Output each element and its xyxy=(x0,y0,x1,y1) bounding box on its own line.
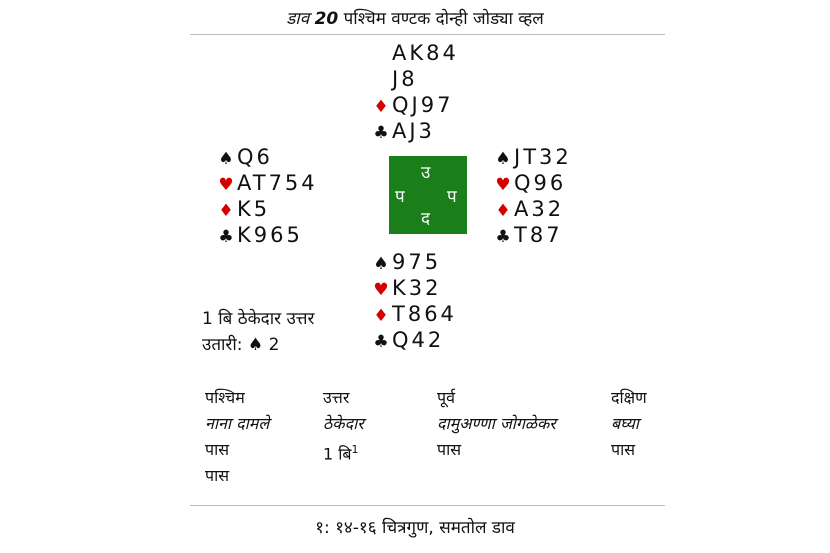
north-clubs: AJ3 xyxy=(392,119,435,143)
bid-north-1: 1 बि xyxy=(323,444,352,464)
south-clubs: Q42 xyxy=(392,328,445,352)
bid-east-1: पास xyxy=(437,440,462,459)
diamond-icon: ♦ xyxy=(373,97,389,117)
player-north: ठेकेदार xyxy=(323,414,364,433)
deal-title xyxy=(0,6,830,29)
auction-north-column xyxy=(323,385,364,467)
north-diamonds: QJ97 xyxy=(392,93,454,117)
east-spades: JT32 xyxy=(514,145,572,169)
bottom-divider xyxy=(190,505,665,506)
heart-icon: ♥ xyxy=(495,175,511,195)
west-spades: Q6 xyxy=(237,145,273,169)
player-south: बघ्या xyxy=(611,414,639,433)
bid-footnote-marker: 1 xyxy=(351,443,359,456)
heart-icon: ♥ xyxy=(373,280,389,300)
footnote: १: १४-१६ चित्रगुण, समतोल डाव xyxy=(315,518,515,538)
auction-west-column xyxy=(205,385,269,489)
diamond-icon: ♦ xyxy=(218,201,234,221)
east-clubs: T87 xyxy=(514,223,563,247)
player-west: नाना दामले xyxy=(205,414,270,433)
auction-header-west: पश्चिम xyxy=(205,388,245,407)
contract-info xyxy=(202,306,314,358)
compass-north: उ xyxy=(421,163,431,183)
contract-line: 1 बि ठेकेदार उत्तर xyxy=(202,309,315,329)
north-spades: AK84 xyxy=(392,41,459,65)
auction-south-column xyxy=(611,385,647,463)
club-icon: ♣ xyxy=(373,332,389,352)
player-east: दामुअण्णा जोगळेकर xyxy=(437,414,556,433)
auction-east-column xyxy=(437,385,556,463)
auction-header-south: दक्षिण xyxy=(611,388,647,407)
west-hand xyxy=(215,144,318,248)
east-diamonds: A32 xyxy=(514,197,565,221)
compass-west: प xyxy=(395,187,405,207)
spade-icon: ♠ xyxy=(218,149,234,169)
club-icon: ♣ xyxy=(495,227,511,247)
bridge-table xyxy=(389,156,467,234)
auction-header-east: पूर्व xyxy=(437,388,455,407)
title-prefix: डाव xyxy=(286,9,310,29)
compass-south: द xyxy=(421,209,431,229)
club-icon: ♣ xyxy=(373,123,389,143)
west-clubs: K965 xyxy=(237,223,303,247)
west-hearts: AT754 xyxy=(237,171,318,195)
west-diamonds: K5 xyxy=(237,197,271,221)
diamond-icon: ♦ xyxy=(495,201,511,221)
compass-east: प xyxy=(447,187,457,207)
north-hearts: J8 xyxy=(392,67,418,91)
north-hand xyxy=(370,40,459,144)
east-hearts: Q96 xyxy=(514,171,567,195)
lead-card: 2 xyxy=(268,335,280,355)
auction-header-north: उत्तर xyxy=(323,388,350,407)
bid-west-2: पास xyxy=(205,466,230,485)
lead-label: उतारी: xyxy=(202,335,243,355)
spade-icon: ♠ xyxy=(495,149,511,169)
east-hand xyxy=(492,144,572,248)
bid-south-1: पास xyxy=(611,440,636,459)
south-hand xyxy=(370,249,457,353)
south-hearts: K32 xyxy=(392,276,442,300)
spade-icon: ♠ xyxy=(373,254,389,274)
diamond-icon: ♦ xyxy=(373,306,389,326)
south-spades: 975 xyxy=(392,250,442,274)
spade-icon: ♠ xyxy=(247,335,264,355)
south-diamonds: T864 xyxy=(392,302,457,326)
deal-number: 20 xyxy=(314,9,339,29)
title-rest: पश्चिम वण्टक दोन्ही जोड्या व्हल xyxy=(343,9,544,29)
heart-icon: ♥ xyxy=(218,175,234,195)
club-icon: ♣ xyxy=(218,227,234,247)
bid-west-1: पास xyxy=(205,440,230,459)
top-divider xyxy=(190,34,665,35)
